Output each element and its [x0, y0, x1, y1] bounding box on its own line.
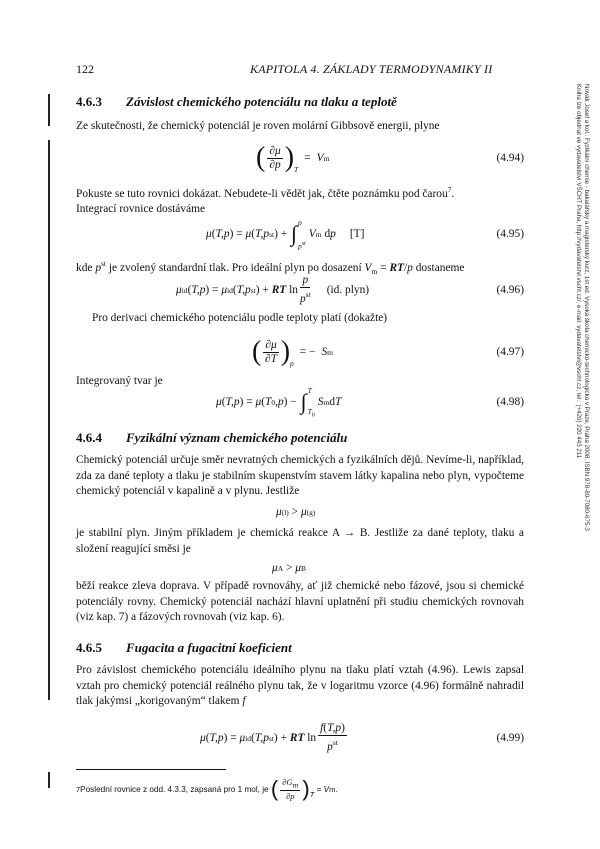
margin-bar [48, 772, 50, 788]
equation-number: (4.97) [496, 346, 524, 358]
section-title: Fyzikální význam chemického potenciálu [126, 430, 348, 445]
paragraph: kde $p^{st}$ je zvolený standardní tlak. Pro ideální plyn po dosazení $V_m = RT/p$ dostaneme [76, 259, 465, 277]
equation-number: (4.96) [496, 284, 524, 296]
section-number: 4.6.3 [76, 94, 102, 109]
equation-body: μ ( T,p ) = μ ( T,p st ) + ∫ p $p^{st}$ V m d p [T] [206, 218, 365, 250]
footnote-rule [76, 769, 226, 770]
paragraph: Integrovaný tvar je [76, 375, 163, 387]
equation-4-95 [76, 212, 524, 256]
equation-body: μ id ( T,p ) = μ id ( T,p st ) + RT ln $\frac{p}{p^{st}}$ (id. plyn) [176, 274, 370, 305]
citation-line: Kniha lze objednat ve vydavatelství VŠCHT Praha, http://vydavatelstvi.vscht.cz/, e-mail: vydavatelstvi@vscht.cz, tel.: (+420) 220 443 211 [574, 84, 582, 459]
page-number: 122 [76, 62, 94, 76]
section-number: 4.6.5 [76, 640, 102, 655]
inequality-liquid-gas [76, 500, 524, 524]
section-title: Závislost chemického potenciálu na tlaku a teplotě [126, 94, 397, 109]
equation-4-97 [76, 330, 524, 374]
footnote-mark: 7 [447, 185, 452, 194]
equation-tag: (id. plyn) [326, 284, 370, 296]
paragraph: je stabilní plyn. Jiným příkladem je chemická reakce A → B. Jestliže za dané teploty, tlaku a složení reagující směsi je [76, 527, 524, 555]
equation-number: (4.98) [496, 396, 524, 408]
equation-number: (4.99) [496, 732, 524, 744]
paragraph: Pro závislost chemického potenciálu ideálního plynu na tlaku platí vztah (4.96). Lewis zapsal vztah pro chemický potenciál reálného plynu tak, že v logaritmu vzorce (4.96) formálně nahradil tlak jakýmsi „korigovaným“ tlakem f [76, 664, 524, 707]
equation-4-94 [76, 136, 524, 180]
equation-body: μ ( T,p ) = μ ( T 0 ,p ) − ∫ T $T_0$ S m d T [216, 386, 342, 418]
citation-line: Novák Josef a kol.: Fyzikální chemie - bakalářský a magisterský kurz, 1st ed. Vysoká škola chemicko-technologická v Praze, Praha 2008, ISBN 978-80-7080-675-3 [583, 84, 590, 531]
equation-4-98 [76, 380, 524, 424]
equation-number: (4.94) [496, 152, 524, 164]
margin-bar [48, 94, 50, 126]
equation-number: (4.95) [496, 228, 524, 240]
paragraph: běží reakce zleva doprava. V případě rovnováhy, ať již chemické nebo fázové, jsou si chemické potenciály rovny. Chemický potenciál nachází hlavní uplatnění při studiu chemických rovnovah (viz kap. 7) a fázových rovnovah (viz kap. 6). [76, 580, 524, 623]
footnote: 7 Poslední rovnice z odd. 4.3.3, zapsaná pro 1 mol, je ( $\frac{\partial G_m}{\partial p}$ ) T = V m . [76, 776, 338, 802]
equation-4-99 [76, 716, 524, 760]
sidebar-citation [573, 84, 590, 531]
equation-body: μ A > μ B [272, 562, 306, 574]
paragraph: Chemický potenciál určuje směr nevratných chemických a fyzikálních dějů. Nevíme-li, například, zda za dané teploty a tlaku je stabilním skupenstvím stavem látky kapalina nebo plyn, vypočteme chemický potenciál v kapalině a v plynu. Jestliže [76, 454, 524, 497]
footnote-mark: 7 [76, 784, 81, 794]
equation-body: ( $\frac{\partial\mu}{\partial T}$ ) $_p$ = − S m [252, 336, 334, 368]
paragraph: Pokuste se tuto rovnici dokázat. Nebudete-li vědět jak, čtěte poznámku pod čarou$^7$. Integrací rovnice dostáváme [76, 185, 455, 216]
section-heading [76, 94, 397, 110]
equation-4-96 [76, 268, 524, 312]
equation-body: μ (l) > μ (g) [276, 506, 316, 518]
section-number: 4.6.4 [76, 430, 102, 445]
paragraph: Ze skutečnosti, že chemický potenciál je roven molární Gibbsově energii, plyne [76, 120, 440, 132]
equation-body: μ ( T,p ) = μ id ( T,p st ) + RT ln $\frac{f(T,p)}{p^{st}}$ [200, 722, 345, 753]
section-title: Fugacita a fugacitní koeficient [126, 640, 292, 655]
arrow-symbol: → [343, 527, 356, 539]
section-heading [76, 430, 347, 446]
equation-tag: [T] [349, 228, 365, 240]
inequality-reaction [76, 556, 524, 580]
margin-bar [48, 140, 50, 700]
running-header: KAPITOLA 4. ZÁKLADY TERMODYNAMIKY II [250, 62, 493, 76]
section-heading [76, 640, 292, 656]
equation-body: ( $\frac{\partial\mu}{\partial p}$ ) $_T$ = V m [256, 142, 330, 174]
paragraph: Pro derivaci chemického potenciálu podle teploty platí (dokažte) [92, 312, 388, 324]
